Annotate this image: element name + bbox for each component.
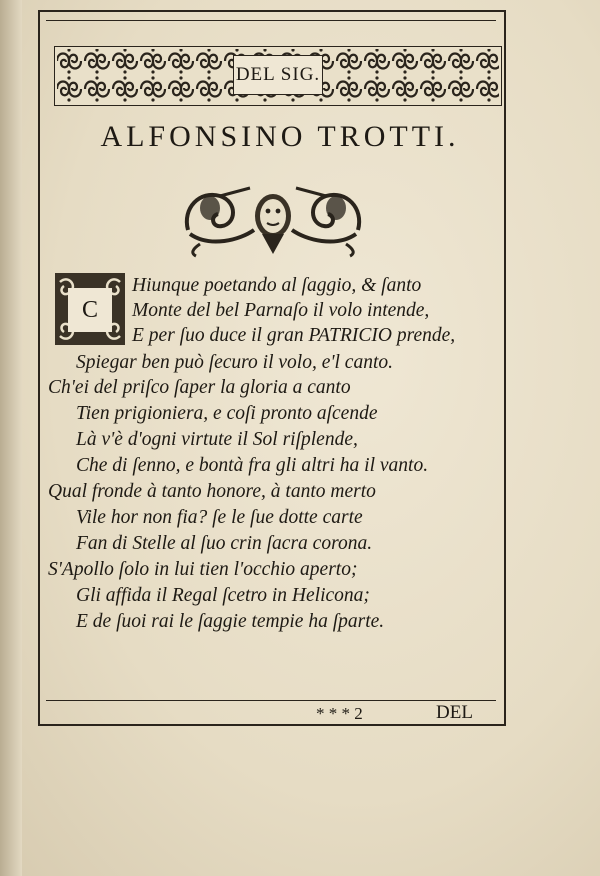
running-head: DEL SIG. (233, 55, 323, 95)
poem-line: Là v'è d'ogni virtute il Sol riſplende, (76, 429, 358, 450)
ornamental-headband (54, 46, 502, 106)
poem-line: Tien prigioniera, e coſi pronto aſcende (76, 403, 378, 424)
poem-line: Spiegar ben può ſecuro il volo, e'l canto. (76, 352, 394, 373)
poem-line: Fan di Stelle al ſuo crin ſacra corona. (76, 533, 373, 554)
page-title: ALFONSINO TROTTI. (100, 120, 460, 153)
poem-line: Gli affida il Regal ſcetro in Helicona; (76, 585, 370, 606)
poem-line: E per ſuo duce il gran PATRICIO prende, (132, 325, 456, 346)
footer-rule-upper (46, 700, 496, 701)
poem-line: Che di ſenno, e bontà fra gli altri ha il vanto. (76, 455, 429, 476)
catchword: DEL (436, 702, 473, 723)
signature-mark: * * * 2 (316, 704, 363, 723)
poem-line: E de ſuoi rai le ſaggie tempie ha ſparte. (76, 611, 385, 632)
poem-line: Ch'ei del priſco ſaper la gloria a canto (48, 377, 351, 398)
grotesque-mask-ornament-icon (180, 178, 366, 258)
drop-cap-letter: C (68, 288, 112, 332)
binding-gutter (0, 0, 22, 876)
poem-line: Monte del bel Parnaſo il volo intende, (132, 300, 430, 321)
poem-line: S'Apollo ſolo in lui tien l'occhio aperto; (48, 559, 358, 580)
top-inner-rule (46, 20, 496, 21)
poem-line: Qual fronde à tanto honore, à tanto merto (48, 481, 376, 502)
poem-line: Hiunque poetando al ſaggio, & ſanto (132, 275, 422, 296)
poem-line: Vile hor non fia? ſe le ſue dotte carte (76, 507, 363, 528)
